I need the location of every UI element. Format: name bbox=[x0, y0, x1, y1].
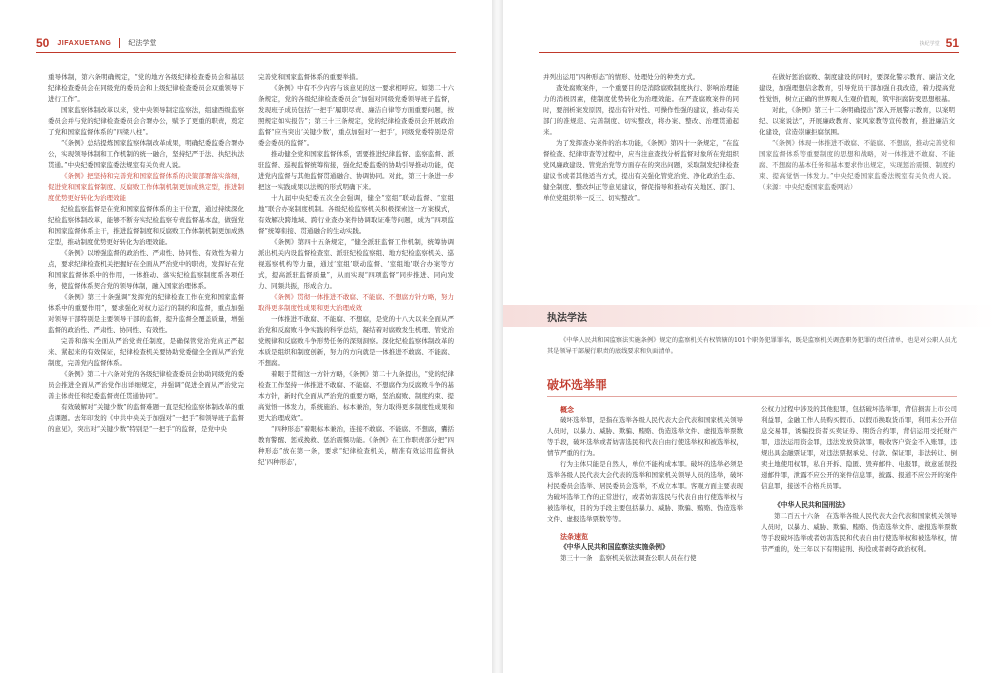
paragraph: 行为主体只能是自然人，单位不能构成本罪。破坏的选举必须是选举各级人民代表大会代表的选举和国家机关领导人员的选举，破坏村民委员会选举、居民委员会选举，不成立本罪。客观方面主要表现为破坏选举工作的正常进行，或者妨害选民与代表自由行使选举权与被选举权，目的为手段主要包括暴力、威胁、欺骗、贿赂、伪造选举文件、虚报选举票数等等。 bbox=[547, 460, 743, 523]
paragraph: 纪检监察监督是在党和国家监督体系的主干位置，通过持续深化纪检监察体制改革，能够不断夯实纪检监察专责监督基本盘，做强党和国家监督体系主干，推进监督制度和反腐败工作体制机制更加成熟定型，推动制度优势更好转化为治理效能。 bbox=[48, 205, 244, 246]
magazine-name: JIFAXUETANG bbox=[57, 39, 112, 47]
paragraph: 重导体制，第六条明确规定，“党的地方各级纪律检查委员会和基层纪律检查委员会在同级党的委员会和上级纪律检查委员会双重领导下进行工作”。 bbox=[48, 73, 244, 103]
left-page-number: 50 bbox=[36, 36, 50, 50]
intro-paragraph: 《中华人民共和国监察法实施条例》规定的监察机关有权管辖的101个职务犯罪罪名，既是监察机关调查职务犯罪的责任清单，也是对公职人员尤其是领导干部履行职责的底线要求和负面清单。 bbox=[547, 337, 957, 355]
paragraph: 查处腐败案件，一个重要目的是消除腐败制度执行、影响治理能力的消极因素，使制度优势转化为治理效能。在严查腐败案件的同时，要剖析案发原因，提出有针对性、可操作性强的建议，推动有关部门的准规范、完善制度、切实整改，将办案、整改、治理贯通起来。 bbox=[543, 84, 739, 136]
paragraph: 有效破解对“关键少数”的监督难题一直是纪检监察体制改革的重点课题。去年印发的《中共中央关于加强对“一把手”和领导班子监督的意见》，突出对“关键少数”特别是“一把手”的监督，是党中央 bbox=[48, 403, 244, 433]
paragraph: 《条例》第二十六条对党的各级纪律检查委员会协助同级党的委员会推进全面从严治党作出详细规定，并强调“促进全面从严治党完善主体责任和纪委监督责任贯通协同”。 bbox=[48, 370, 244, 400]
paragraph: 《条例》以增强监督的政治性、严肃性、协同性、有效性为着力点，要求纪律检查机关把握好在全面从严治党中的职责，发挥好在党和国家监督体系中的作用，一体推动、落实纪检监察制度系各项任务，使监督体系契合党的领导体制，融入国家治理体系。 bbox=[48, 249, 244, 290]
section-highlight: 《条例》把坚持和完善党和国家监督体系的决策部署落实落细，促进党和国家监督制度、反腐败工作体制机制更加成熟定型，推进制度优势更好转化为治理效能 bbox=[48, 172, 244, 202]
paragraph: 着眼于贯彻这一方针方略，《条例》第二十九条提出，“党的纪律检查工作坚持一体推进不敢腐、不能腐、不想腐作为反腐败斗争的基本方针，新时代全面从严治党的重要方略，坚治腐败、制度约束、提高觉悟一体发力，系统施治、标本兼治，努力取得更多制度性成果和更大治理成效”。 bbox=[258, 370, 454, 422]
section-highlight: 《条例》贯彻一体推进不敢腐、不能腐、不想腐方针方略，努力取得更多制度性成果和更大治理成效 bbox=[258, 293, 454, 312]
paragraph: 并列出运用“四种形态”的情形、处理处分的种类方式。 bbox=[543, 73, 700, 81]
paragraph: “《条例》总结提炼国家监察体制改革成果，明确纪委监委合署办公，实现领导体制和工作机制的统一融合，坚持纪严于法、执纪执法贯通。”中央纪委国家监委法规室有关负责人说。 bbox=[48, 139, 244, 169]
section-band-title: 执法学法 bbox=[547, 313, 587, 324]
paragraph: 第二百五十六条 在选举各级人民代表大会代表和国家机关领导人员时，以暴力、威胁、欺骗、贿赂、伪造选举文件、虚报选举票数等手段破坏选举或者妨害选民和代表自由行使选举权和被选举权，情节严重的，处三年以下有期徒刑、拘役或者剥夺政治权利。 bbox=[761, 512, 957, 553]
paragraph: 《条例》第四十五条规定，“健全派驻监督工作机制，统筹协调派出机关内设监督检查室、派驻纪检监察组、地方纪检监察机关、巡视巡察机构等力量，通过‘室组’联动监督、‘室组地’联合办案等方式，提高派驻监督质量”，从而实现“四项监督”同步推进、同向发力、同频共振，形成合力。 bbox=[258, 238, 454, 290]
paragraph: 推动健全党和国家监督体系，需要推进纪律监督、监察监督、派驻监督、巡视监督统筹衔接，强化纪委监委的协助引导推动功能，促进党内监督与其他监督贯通融合、协调协同。对此，第三十条进一步把这一实践成果以法规的形式明确下来。 bbox=[258, 150, 454, 191]
right-page bbox=[503, 0, 995, 673]
source-note: “《条例》体现一体推进不敢腐、不能腐、不想腐，推动完善党和国家监督体系等重要制度的思想和战略，对一体推进不敢腐、不能腐、不想腐的基本任务和基本要求作出规定，实现惩治震慑、制度约束、提高觉悟一体发力。”中央纪委国家监委法规室有关负责人说。（来源：中央纪委国家监委网站） bbox=[759, 139, 955, 191]
paragraph: 国家监察体制改革以来，党中央领导制定监察法，组建西级监察委员会并与党的纪律检查委员会合署办公，赋予了更重的职责，奠定了党和国家监督体系的“四梁八柱”。 bbox=[48, 106, 244, 136]
right-column-2 bbox=[759, 72, 955, 193]
concept-heading: 概念 bbox=[560, 405, 574, 414]
lower-column-1 bbox=[547, 404, 743, 564]
paragraph: 《条例》中有不少内容与该意见的这一要求相呼应。如第二十六条规定，党的各级纪律检查委员会“加强对同级党委领导班子监督，发现班子成员包括‘一把手’履职尽责、廉洁自律等方面重要问题，按照规定如实报告”；第三十三条规定，党的纪律检查委员会开展政治监督“应当突出‘关键少数’，重点加强对‘一把手’，同级党委特别是常委会委员的监督”。 bbox=[258, 84, 454, 147]
paragraph: 《条例》第三十条强调“发挥党的纪律检查工作在党和国家监督体系中的重要作用”，要求强化对权力运行的制约和监督，重点加强对领导干部特别是主要领导干部的监督，提升监督全覆盖质量，增强监督的政治性、严肃性、协同性、有效性。 bbox=[48, 293, 244, 334]
paragraph: 完善和落实全面从严治党责任制度，是确保管党治党真正严起来、紧起来的有效保证，纪律检查机关要协助党委健全全面从严治党制度，完善党内监督体系。 bbox=[48, 337, 244, 367]
basis-heading: 法条速览 bbox=[560, 532, 588, 541]
right-section-name: 执纪学堂 bbox=[919, 40, 940, 47]
paragraph: 在做好惩治腐败、制度建设的同时，要深化警示教育、廉洁文化建设，加强理想信念教育，引导党员干部加强自我改造，着力提高党性觉悟，树立正确的世界观人生观价值观，筑牢拒腐防变思想根基。 bbox=[759, 73, 955, 103]
header-divider bbox=[119, 38, 120, 48]
paragraph: 十九届中央纪委五次全会强调，健全“室组”联动监督、“室组地”联合办案制度机制。各级纪检监察机关积极探索这一方案模式，有效解决跨地域、跨行业查办案件协调取证难等问题，成为“四项监督”统筹衔接、贯通融合的生动实践。 bbox=[258, 194, 454, 235]
paragraph: 为了发挥查办案件的治本功能，《条例》第四十一条规定，“在监督检查、纪律审查等过程中，应当注意查找分析监督对象所在党组织党风廉政建设、管党治党等方面存在的突出问题，采取制发纪律检查建议书或者其他适当方式，提出有关强化管党治党、净化政治生态、健全制度、整改纠正等意见建议，督促指导和推动有关地区、部门、单位党组织举一反三、切实整改”。 bbox=[543, 139, 739, 202]
right-header bbox=[920, 36, 959, 50]
paragraph: “四种形态”着眼标本兼治，连接不敢腐、不能腐、不想腐，囊括教育警醒、惩戒挽救、惩治震慑功能。《条例》在工作职责部分把“四种形态”放在第一条，要求“纪律检查机关，精准有效运用监督执纪‘四种形态’， bbox=[258, 425, 454, 466]
book-gutter bbox=[492, 0, 503, 673]
law-name: 《中华人民共和国监察法实施条例》 bbox=[560, 543, 669, 551]
paragraph: 破坏选举罪，是指在选举各级人民代表大会代表和国家机关领导人员时，以暴力、威胁、欺骗、贿赂、伪造选举文件、虚报选举票数等手段，破坏选举或者妨害选民和代表自由行使选举权和被选举权，情节严重的行为。 bbox=[547, 416, 743, 457]
right-header-rule bbox=[539, 52, 959, 53]
paragraph: 一体推进不敢腐、不能腐、不想腐，是党的十八大以来全面从严治党和反腐败斗争实践的科学总结，凝结着对腐败发生机理、管党治党规律和反腐败斗争形势任务的深刻洞察。深化纪检监察体制改革的本质是组织和制度创新，努力的方向就是一体推进不敢腐、不能腐、不想腐。 bbox=[258, 315, 454, 367]
left-header bbox=[36, 36, 156, 50]
lower-column-2 bbox=[761, 404, 957, 555]
left-header-rule bbox=[36, 52, 456, 53]
left-column-1 bbox=[48, 72, 244, 435]
law-name: 《中华人民共和国刑法》 bbox=[774, 501, 849, 509]
crime-title-rule bbox=[547, 396, 957, 397]
paragraph: 第三十一条 监察机关依法调查公职人员在行使 bbox=[560, 554, 697, 562]
left-column-2 bbox=[258, 72, 454, 468]
left-page bbox=[0, 0, 492, 673]
paragraph: 完善党和国家监督体系的重要举措。 bbox=[258, 73, 362, 81]
right-page-number: 51 bbox=[945, 36, 959, 50]
paragraph: 对此，《条例》第三十二条明确提出“深入开展警示教育，以案明纪、以案说法”，开展廉政教育、家风家教等宣传教育，推进廉洁文化建设，营造崇廉拒腐氛围。 bbox=[759, 106, 955, 136]
left-section-name: 纪法学堂 bbox=[128, 40, 157, 47]
paragraph: 公权力过程中涉及的其他犯罪，包括破坏选举罪，背信损害上市公司利益罪，金融工作人员购买假币、以假币换取货币罪，利用未公开信息交易罪，诱骗投资者买卖证券、期货合约罪，背信运用受托财产罪，违法运用资金罪，违法发放贷款罪，吸收客户资金不入账罪，违规出具金融票证罪，对违法票据承兑、付款、保证罪，非法转让、倒卖土地使用权罪，私自开拆、隐匿、毁弃邮件、电报罪，故意延误投递邮件罪，泄露不应公开的案件信息罪，披露、报道不应公开的案件信息罪，接送不合格兵员罪。 bbox=[761, 405, 957, 490]
crime-title: 破坏选举罪 bbox=[547, 378, 608, 392]
right-column-1 bbox=[543, 72, 739, 204]
